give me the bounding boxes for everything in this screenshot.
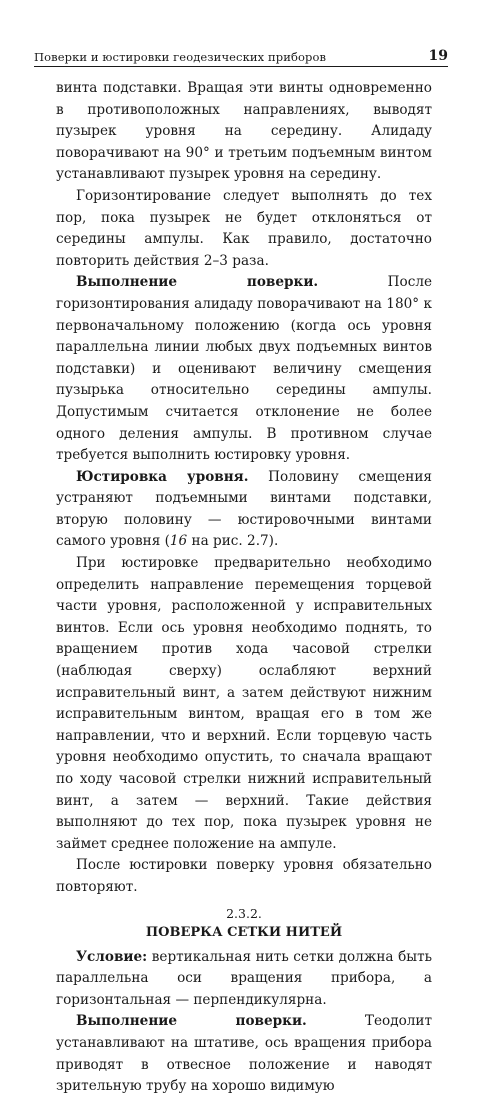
paragraph-text: Половину смещения устраняют подъемными винтами подставки, вторую половину — юстировочными винтами самого уровня ( [56, 468, 432, 550]
run-in-heading-check-2: Выполнение поверки. [76, 1013, 307, 1030]
paragraph-continuation: винта подставки. Вращая эти винты одновременно в противоположных направлениях, выводят пузырек уровня на середину. Алидаду поворачивают на 90° и третьим подъемным винтом устанавливают пузырек уровня на середину. [56, 80, 432, 183]
section-number: 2.3.2. [226, 905, 262, 921]
paragraph-text: Теодолит устанавливают на штативе, ось вращения прибора приводят в отвесное положение и наводят зрительную трубу на хорошо видимую [56, 1013, 432, 1095]
running-header [34, 42, 448, 67]
paragraph-text: После горизонтирования алидаду поворачивают на 180° к первоначальному положению (когда ось уровня параллельна линии любых двух подъемных винтов подставки) и оценивают величину смещения пузырька относительно середины ампулы. Допустимым считается отклонение не более одного деления ампулы. В противном случае требуется выполнить юстировку уровня. [56, 274, 433, 464]
paragraph-check-procedure [56, 272, 432, 466]
paragraph-adjustment-details: При юстировке предварительно необходимо определить направление перемещения торцевой части уровня, расположенной у исправительных винтов. Если ось уровня необходимо поднять, то вращением против хода часовой стрелки (наблюдая сверху) ослабляют верхний исправительный винт, а затем действуют нижним исправительным винтом, вращая его в том же направлении, что и верхний. Если торцевую часть уровня необходимо опустить, то сначала вращают по ходу часовой стрелки нижний исправительный винт, а затем — верхний. Такие действия выполняют до тех пор, пока пузырек уровня не займет среднее положение на ампуле. [56, 555, 432, 852]
paragraph-grid-check [56, 1011, 432, 1097]
page-number: 19 [428, 48, 448, 64]
page-body [56, 78, 432, 1098]
paragraph-repeat-check: После юстировки поверку уровня обязательно повторяют. [56, 857, 432, 895]
running-title: Поверки и юстировки геодезических приборов [34, 50, 327, 64]
section-title: ПОВЕРКА СЕТКИ НИТЕЙ [145, 924, 343, 940]
paragraph-condition [56, 947, 432, 1012]
paragraph-leveling: Горизонтирование следует выполнять до тех пор, пока пузырек не будет отклоняться от середины ампулы. Как правило, достаточно повторить действия 2–3 раза. [56, 187, 432, 269]
paragraph-text: вертикальная нить сетки должна быть параллельна оси вращения прибора, а горизонтальная — перпендикулярна. [56, 948, 432, 1008]
run-in-heading-adjustment: Юстировка уровня. [76, 468, 249, 485]
run-in-heading-condition: Условие: [76, 948, 148, 965]
paragraph-level-adjustment [56, 467, 432, 553]
figure-reference-number: 16 [169, 533, 188, 550]
paragraph-text: на рис. 2.7). [187, 533, 279, 550]
run-in-heading-check: Выполнение поверки. [76, 274, 319, 291]
